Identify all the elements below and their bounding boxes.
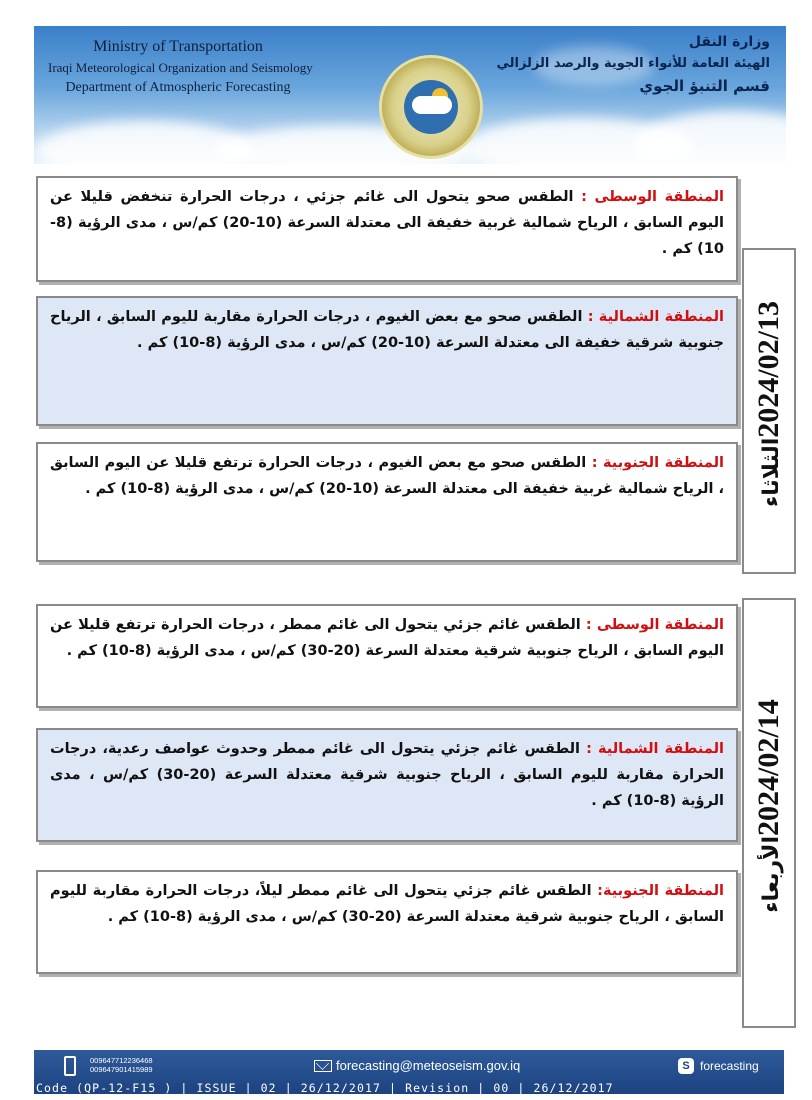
organization-name-ar: الهيئة العامة للأنواء الجوية والرصد الزلزالي — [496, 56, 770, 71]
ministry-name-en: Ministry of Transportation — [93, 38, 263, 55]
phone-numbers — [90, 1056, 153, 1074]
phone-number-2: 009647901415989 — [90, 1065, 153, 1074]
header-english — [48, 38, 313, 96]
header-arabic — [496, 34, 770, 95]
region-label: المنطقة الوسطى : — [585, 617, 724, 633]
forecast-text: الطقس صحو مع بعض الغيوم ، درجات الحرارة مقاربة لليوم السابق ، الرياح جنوبية شرقية خفيفة الى معتدلة السرعة (10-20) كم/س ، مدى الرؤية (8-10) كم . — [50, 309, 724, 351]
email-address[interactable]: forecasting@meteoseism.gov.iq — [336, 1058, 521, 1073]
department-name-ar: قسم التنبؤ الجوي — [639, 77, 770, 95]
forecast-text: الطقس صحو يتحول الى غائم جزئي ، درجات الحرارة تنخفض قليلا عن اليوم السابق ، الرياح شمالية غربية خفيفة الى معتدلة السرعة (10-20) كم/س ، مدى الرؤية (8-10) كم . — [50, 189, 724, 257]
header-banner — [34, 26, 786, 164]
forecast-south-day1 — [36, 442, 738, 562]
region-label: المنطقة الجنوبية: — [597, 883, 724, 899]
organization-logo-icon — [382, 58, 480, 156]
forecast-north-day1 — [36, 296, 738, 426]
forecast-text: الطقس صحو مع بعض الغيوم ، درجات الحرارة ترتفع قليلا عن اليوم السابق ، الرياح شمالية غربية خفيفة الى معتدلة السرعة (10-20) كم/س ، مدى الرؤية (8-10) كم . — [50, 455, 724, 497]
forecast-central-day2 — [36, 604, 738, 708]
forecast-text: الطقس غائم جزئي يتحول الى غائم ممطر وحدوث عواصف رعدية، درجات الحرارة مقاربة لليوم السابق ، الرياح جنوبية شرقية معتدلة السرعة (20-30) كم/س ، مدى الرؤية (8-10) كم . — [50, 741, 724, 809]
phone-icon — [64, 1056, 76, 1076]
day-name: الأربعاء — [759, 835, 784, 913]
mail-icon — [314, 1060, 332, 1072]
footer — [34, 1050, 784, 1094]
department-name-en: Department of Atmospheric Forecasting — [65, 80, 291, 95]
forecast-north-day2 — [36, 728, 738, 842]
organization-name-en: Iraqi Meteorological Organization and Seismology — [48, 60, 313, 75]
region-label: المنطقة الجنوبية : — [591, 455, 724, 471]
date-label-day2 — [752, 699, 786, 926]
day-name: الثلاثاء — [759, 437, 784, 507]
skype-icon: S — [678, 1058, 694, 1074]
region-label: المنطقة الشمالية : — [586, 741, 724, 757]
forecast-south-day2 — [36, 870, 738, 974]
forecast-text: الطقس غائم جزئي يتحول الى غائم ممطر ، درجات الحرارة ترتفع قليلا عن اليوم السابق ، الرياح جنوبية شرقية معتدلة السرعة (20-30) كم/س ، مدى الرؤية (8-10) كم . — [50, 617, 724, 659]
date-value: 2024/02/13 — [752, 301, 785, 438]
forecast-central-day1 — [36, 176, 738, 282]
date-label-day1 — [752, 301, 786, 521]
document-code-line: Code (QP-12-F15 ) | ISSUE | 02 | 26/12/2017 | Revision | 00 | 26/12/2017 — [36, 1081, 614, 1095]
region-label: المنطقة الوسطى : — [581, 189, 724, 205]
skype-handle: forecasting — [700, 1059, 759, 1073]
region-label: المنطقة الشمالية : — [587, 309, 725, 325]
forecast-text: الطقس غائم جزئي يتحول الى غائم ممطر ليلاً، درجات الحرارة مقاربة لليوم السابق ، الرياح جنوبية شرقية معتدلة السرعة (20-30) كم/س ، مدى الرؤية (8-10) كم . — [50, 883, 724, 925]
phone-number-1: 009647712236468 — [90, 1056, 153, 1065]
ministry-name-ar: وزارة النقل — [688, 34, 770, 50]
date-value: 2024/02/14 — [752, 699, 785, 836]
date-bar-day1 — [742, 248, 796, 574]
date-bar-day2 — [742, 598, 796, 1028]
